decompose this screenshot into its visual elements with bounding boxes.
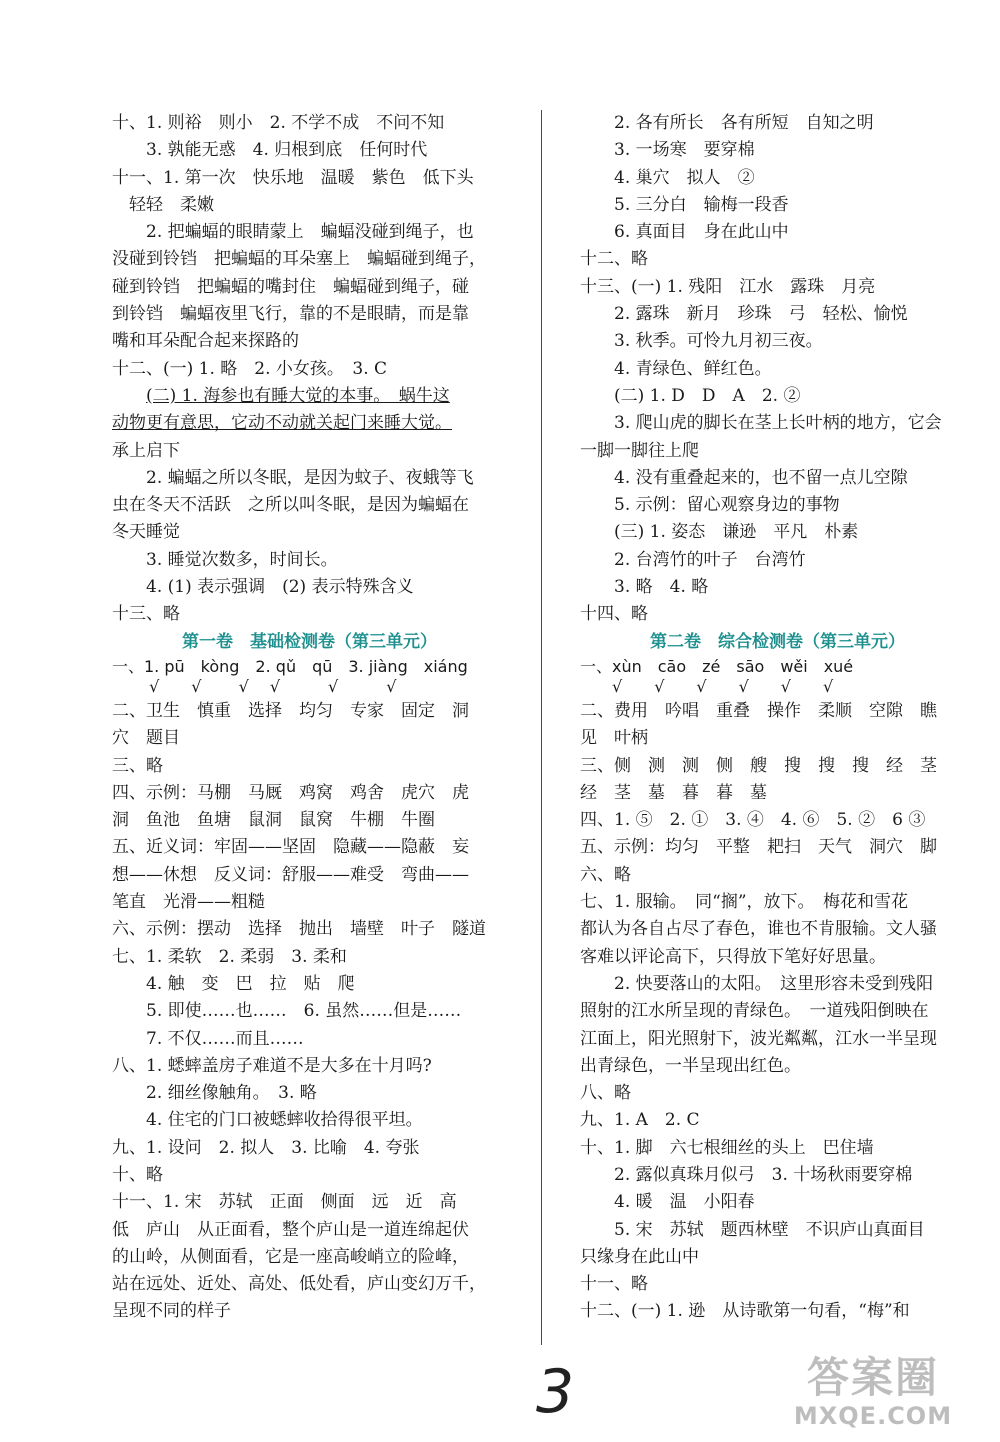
answer-line: 四、1. ⑤ 2. ① 3. ④ 4. ⑥ 5. ② 6 ③ bbox=[580, 810, 926, 831]
answer-line: 想——休想 反义词：舒服——难受 弯曲—— bbox=[112, 864, 469, 885]
answer-line: 站在远处、近处、高处、低处看，庐山变幻万千， bbox=[112, 1274, 486, 1295]
answer-line: 呈现不同的样子 bbox=[112, 1301, 231, 1322]
answer-line: 二、费用 吟唱 重叠 操作 柔顺 空隙 瞧 bbox=[580, 700, 937, 721]
answer-line: 十、略 bbox=[112, 1164, 163, 1185]
answer-line: 五、示例：均匀 平整 耙扫 天气 洞穴 脚 bbox=[580, 837, 937, 858]
answer-line: 十四、略 bbox=[580, 604, 648, 625]
right-column bbox=[580, 110, 975, 1326]
answer-line: 2. 台湾竹的叶子 台湾竹 bbox=[614, 549, 806, 570]
answer-line: 七、1. 服输。 同“搁”，放下。 梅花和雪花 bbox=[580, 892, 909, 913]
column-divider bbox=[541, 110, 542, 1345]
answer-line: 二、卫生 慎重 选择 均匀 专家 固定 洞 bbox=[112, 700, 469, 721]
answer-line: 3. 爬山虎的脚长在茎上长叶柄的地方，它会 bbox=[614, 413, 942, 434]
answer-line: 5. 三分白 输梅一段香 bbox=[614, 194, 789, 215]
answer-line: 2. 各有所长 各有所短 自知之明 bbox=[614, 113, 874, 133]
answer-line: 没碰到铃铛 把蝙蝠的耳朵塞上 蝙蝠碰到绳子， bbox=[112, 249, 486, 270]
answer-line: 2. 把蝙蝠的眼睛蒙上 蝙蝠没碰到绳子，也 bbox=[146, 222, 474, 243]
answer-line: 六、略 bbox=[580, 864, 631, 885]
answer-line: 见 叶柄 bbox=[580, 728, 648, 749]
answer-line: 十一、1. 宋 苏轼 正面 侧面 远 近 高 bbox=[112, 1192, 457, 1213]
answer-line: 五、近义词：牢固——坚固 隐藏——隐蔽 妄 bbox=[112, 837, 469, 858]
answer-line: 嘴和耳朵配合起来探路的 bbox=[112, 331, 299, 352]
check-marks: √ √ √ √ √ √ bbox=[580, 677, 834, 696]
answer-line: 4. (1) 表示强调 (2) 表示特殊含义 bbox=[146, 577, 414, 598]
answer-line: 到铃铛 蝙蝠夜里飞行，靠的不是眼睛，而是靠 bbox=[112, 304, 469, 325]
answer-line: 十二、(一) 1. 逊 从诗歌第一句看，“梅”和 bbox=[580, 1301, 910, 1322]
answer-line: 十三、(一) 1. 残阳 江水 露珠 月亮 bbox=[580, 276, 876, 297]
answer-line: 穴 题目 bbox=[112, 728, 180, 749]
answer-line: 碰到铃铛 把蝙蝠的嘴封住 蝙蝠碰到绳子，碰 bbox=[112, 276, 469, 297]
answer-line: 3. 睡觉次数多，时间长。 bbox=[146, 549, 338, 570]
answer-line: 十、1. 则裕 则小 2. 不学不成 不问不知 bbox=[112, 113, 445, 133]
answer-line: 2. 露似真珠月似弓 3. 十场秋雨要穿棉 bbox=[614, 1164, 913, 1185]
answer-line: 三、略 bbox=[112, 755, 163, 776]
answer-line: 出青绿色，一半呈现出红色。 bbox=[580, 1055, 801, 1076]
answer-line: 洞 鱼池 鱼塘 鼠洞 鼠窝 牛棚 牛圈 bbox=[112, 810, 435, 831]
answer-line: 承上启下 bbox=[112, 440, 180, 461]
answer-line: 经 茎 墓 暮 暮 墓 bbox=[580, 782, 767, 803]
answer-line: 5. 即使……也…… 6. 虽然……但是…… bbox=[146, 1001, 462, 1022]
answer-line: 轻轻 柔嫩 bbox=[129, 194, 214, 215]
answer-line: 八、1. 蟋蟀盖房子难道不是大多在十月吗? bbox=[112, 1055, 432, 1076]
answer-line: 三、侧 测 测 侧 艘 搜 搜 搜 经 茎 bbox=[580, 755, 937, 776]
pinyin-line: 一、1. pū kòng 2. qǔ qū 3. jiàng xiáng bbox=[112, 656, 468, 676]
answer-line: 低 庐山 从正面看，整个庐山是一道连绵起伏 bbox=[112, 1219, 469, 1240]
answer-line: 都认为各自占尽了春色，谁也不肯服输。文人骚 bbox=[580, 919, 937, 940]
answer-line: 十二、(一) 1. 略 2. 小女孩。 3. C bbox=[112, 358, 388, 379]
answer-line: 客难以评论高下，只得放下笔好好思量。 bbox=[580, 946, 886, 967]
answer-line: 一脚一脚往上爬 bbox=[580, 440, 699, 461]
answer-line: 八、略 bbox=[580, 1083, 631, 1104]
watermark-title: 答案圈 bbox=[806, 1353, 939, 1402]
answer-line: 6. 真面目 身在此山中 bbox=[614, 222, 789, 243]
watermark-url: MXQE.COM bbox=[793, 1402, 953, 1430]
answer-line: 4. 青绿色、鲜红色。 bbox=[614, 358, 772, 379]
answer-line: 4. 巢穴 拟人 ② bbox=[614, 167, 755, 188]
answer-line: (二) 1. D D A 2. ② bbox=[614, 385, 801, 406]
answer-line: (二) 1. 海参也有睡大觉的本事。 蜗牛这 bbox=[146, 385, 450, 406]
answer-line: 的山岭，从侧面看，它是一座高峻峭立的险峰， bbox=[112, 1246, 469, 1267]
answer-line: 四、示例：马棚 马厩 鸡窝 鸡舍 虎穴 虎 bbox=[112, 782, 469, 803]
section-heading: 第二卷 综合检测卷（第三单元） bbox=[650, 631, 905, 652]
answer-line: 照射的江水所呈现的青绿色。 一道残阳倒映在 bbox=[580, 1001, 929, 1022]
answer-line: 十二、略 bbox=[580, 249, 648, 270]
answer-line: 4. 暖 温 小阳春 bbox=[614, 1192, 755, 1213]
answer-line: 十、1. 脚 六七根细丝的头上 巴住墙 bbox=[580, 1137, 874, 1158]
left-column bbox=[112, 110, 507, 1326]
answer-line: 4. 触 变 巴 拉 贴 爬 bbox=[146, 973, 355, 994]
answer-line: 十一、1. 第一次 快乐地 温暖 紫色 低下头 bbox=[112, 167, 474, 188]
answer-line: 3. 略 4. 略 bbox=[614, 577, 709, 598]
answer-line: 5. 示例：留心观察身边的事物 bbox=[614, 495, 840, 516]
answer-line: 十一、略 bbox=[580, 1274, 648, 1295]
answer-line: 3. 一场寒 要穿棉 bbox=[614, 140, 755, 161]
answer-line: 十三、略 bbox=[112, 604, 180, 625]
page-number: 3 bbox=[536, 1357, 575, 1427]
answer-line: 2. 快要落山的太阳。 这里形容未受到残阳 bbox=[614, 973, 934, 994]
answer-line: 笔直 光滑——粗糙 bbox=[112, 892, 265, 913]
answer-line: 九、1. 设问 2. 拟人 3. 比喻 4. 夸张 bbox=[112, 1137, 420, 1158]
answer-line: 5. 宋 苏轼 题西林壁 不识庐山真面目 bbox=[614, 1219, 925, 1240]
answer-line: 冬天睡觉 bbox=[112, 522, 180, 543]
answer-line: 江面上，阳光照射下，波光粼粼，江水一半呈现 bbox=[580, 1028, 937, 1049]
pinyin-line: 一、xùn cāo zé sāo wěi xué bbox=[580, 656, 854, 676]
check-marks: √ √ √ √ √ √ bbox=[112, 677, 397, 696]
answer-line: 4. 住宅的门口被蟋蟀收拾得很平坦。 bbox=[146, 1110, 423, 1131]
answer-line: (三) 1. 姿态 谦逊 平凡 朴素 bbox=[614, 522, 859, 543]
section-heading: 第一卷 基础检测卷（第三单元） bbox=[182, 631, 437, 652]
answer-line: 六、示例：摆动 选择 抛出 墙壁 叶子 隧道 bbox=[112, 919, 486, 940]
answer-line: 2. 露珠 新月 珍珠 弓 轻松、愉悦 bbox=[614, 304, 908, 325]
answer-line: 七、1. 柔软 2. 柔弱 3. 柔和 bbox=[112, 946, 347, 967]
answer-line: 2. 蝙蝠之所以冬眠，是因为蚊子、夜蛾等飞 bbox=[146, 467, 474, 488]
answer-line: 3. 秋季。可怜九月初三夜。 bbox=[614, 331, 823, 352]
answer-line: 7. 不仅……而且…… bbox=[146, 1028, 304, 1049]
answer-line: 3. 孰能无惑 4. 归根到底 任何时代 bbox=[146, 140, 428, 161]
answer-line: 只缘身在此山中 bbox=[580, 1246, 699, 1267]
watermark-logo bbox=[756, 1354, 990, 1430]
answer-line: 虫在冬天不活跃 之所以叫冬眠，是因为蝙蝠在 bbox=[112, 495, 469, 516]
answer-line: 4. 没有重叠起来的，也不留一点儿空隙 bbox=[614, 467, 908, 488]
answer-line: 九、1. A 2. C bbox=[580, 1110, 700, 1131]
answer-line: 2. 细丝像触角。 3. 略 bbox=[146, 1083, 317, 1104]
answer-line: 动物更有意思，它动不动就关起门来睡大觉。 bbox=[112, 413, 452, 434]
